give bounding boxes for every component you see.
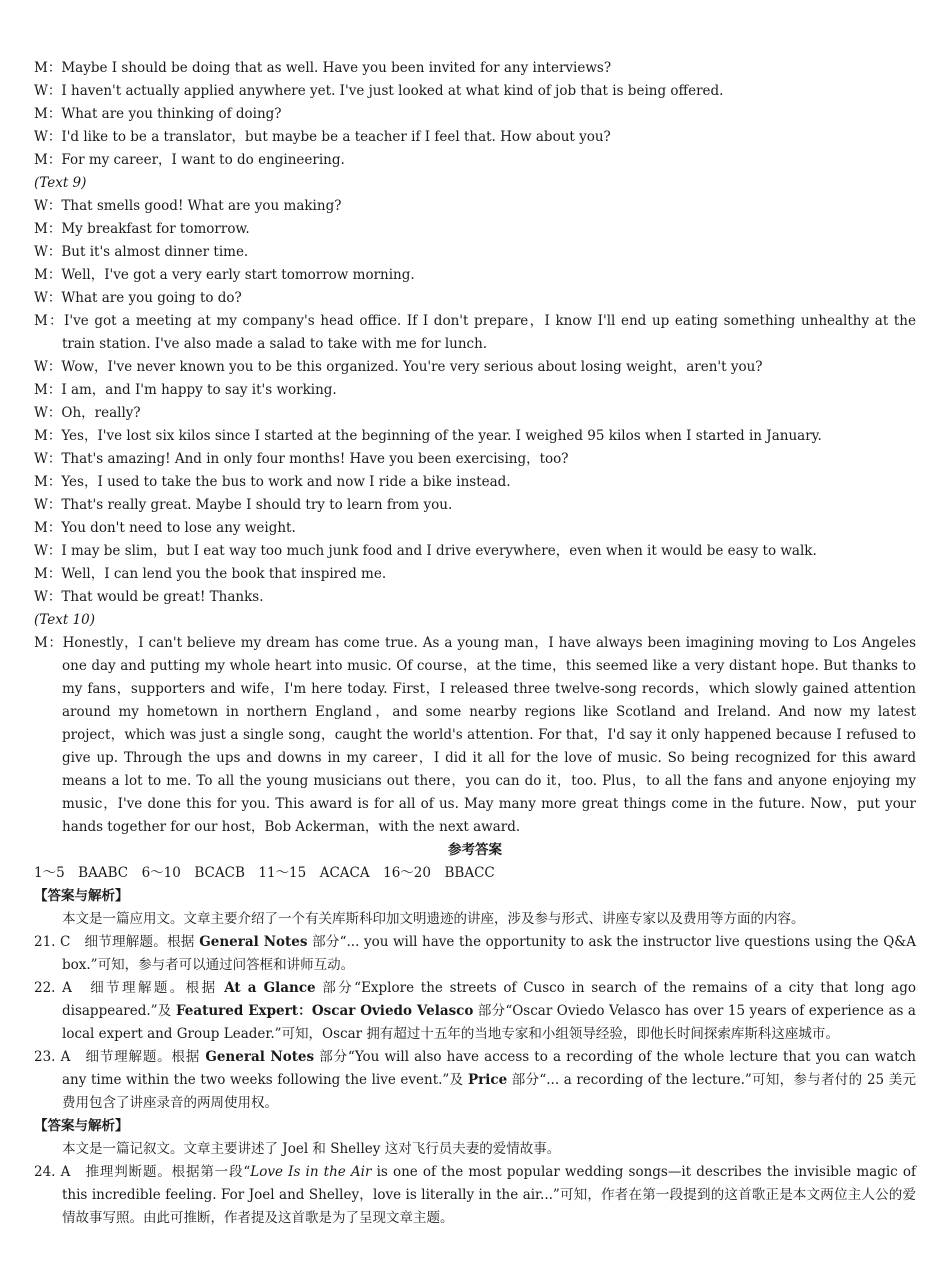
dialog-line: W：I haven't actually applied anywhere yet. I've just looked at what kind of job that is being offered.	[34, 83, 724, 99]
section-name: General Notes	[205, 1049, 315, 1065]
analysis-heading: 【答案与解析】	[34, 888, 129, 904]
dialog-line: M：Yes，I've lost six kilos since I started at the beginning of the year. I weighed 95 kilos when I started in January.	[34, 428, 822, 444]
dialog-line: W：What are you going to do?	[34, 290, 242, 306]
text10-label: (Text 10)	[34, 612, 95, 628]
analysis-intro: 本文是一篇应用文。文章主要介绍了一个有关库斯科印加文明遗迹的讲座，涉及参与形式、讲座专家以及费用等方面的内容。	[62, 911, 805, 927]
dialog-line: M：For my career，I want to do engineering.	[34, 152, 345, 168]
question-24	[34, 1161, 916, 1230]
dialog-line: W：That's really great. Maybe I should try to learn from you.	[34, 497, 453, 513]
question-number: 24. A	[34, 1164, 71, 1180]
question-type: 细节理解题。根据	[85, 1049, 201, 1065]
dialog-previous	[34, 57, 916, 172]
explanation: 部分“Explore the streets of Cusco in search of the remains of a city that long ago disappeared.”及	[62, 980, 916, 1019]
explanation: 部分“Oscar Oviedo Velasco has over 15 years of experience as a local expert and Group Leader.”可知，Oscar 拥有超过十五年的当地专家和小组领导经验，即他长时间探索库斯科这座城市。	[62, 1003, 916, 1042]
question-number: 21. C	[34, 934, 71, 950]
section-name: General Notes	[199, 934, 308, 950]
analysis-intro: 本文是一篇记叙文。文章主要讲述了 Joel 和 Shelley 这对飞行员夫妻的爱情故事。	[62, 1141, 561, 1157]
section-name: Price	[468, 1072, 508, 1088]
dialog-line: W：But it's almost dinner time.	[34, 244, 249, 260]
dialog-line: W：Wow，I've never known you to be this organized. You're very serious about losing weight，aren't you?	[34, 359, 763, 375]
dialog-line: M：Well，I can lend you the book that inspired me.	[34, 566, 387, 582]
dialog-line: W：I may be slim，but I eat way too much junk food and I drive everywhere，even when it would be easy to walk.	[34, 543, 817, 559]
song-title: Love Is in the Air	[250, 1164, 372, 1180]
dialog-line: M：Well，I've got a very early start tomorrow morning.	[34, 267, 415, 283]
dialog-line: W：That's amazing! And in only four months! Have you been exercising，too?	[34, 451, 569, 467]
dialog-line: M：My breakfast for tomorrow.	[34, 221, 250, 237]
dialog-line: W：That would be great! Thanks.	[34, 589, 264, 605]
dialog-line: M：Maybe I should be doing that as well. Have you been invited for any interviews?	[34, 60, 612, 76]
dialog-line: M：I am，and I'm happy to say it's working.	[34, 382, 337, 398]
section-name: At a Glance	[224, 980, 316, 996]
answer-key: 1～5 BAABC 6～10 BCACB 11～15 ACACA 16～20 BBACC	[34, 865, 495, 881]
explanation: 部分“... a recording of the lecture.”可知，参与者付的 25 美元费用包含了讲座录音的两周使用权。	[62, 1072, 916, 1111]
question-number: 23. A	[34, 1049, 71, 1065]
question-type: 推理判断题。根据第一段“	[85, 1164, 251, 1180]
dialog-line: W：That smells good! What are you making?	[34, 198, 342, 214]
dialog-line: M：I've got a meeting at my company's head office. If I don't prepare，I know I'll end up eating something unhealthy at the train station. I've also made a salad to take with me for lunch.	[34, 313, 916, 352]
section-name: Featured Expert：Oscar Oviedo Velasco	[175, 1003, 474, 1019]
dialog-line: W：I'd like to be a translator，but maybe be a teacher if I feel that. How about you?	[34, 129, 611, 145]
answers-title: 参考答案	[448, 842, 502, 858]
monologue-text10: M：Honestly，I can't believe my dream has come true. As a young man，I have always been imagining moving to Los Angeles one day and putting my whole heart into music. Of course，at the time，this seemed like a very distant hope. But thanks to my fans，supporters and wife，I'm here today. First，I released three twelve-song records，which slowly gained attention around my hometown in northern England，and some nearby regions like Scotland and Ireland. And now my latest project，which was just a single song，caught the world's attention. For that，I'd say it only happened because I refused to give up. Through the ups and downs in my career，I did it all for the love of music. So being recognized for this award means a lot to me. To all the young musicians out there，you can do it，too. Plus，to all the fans and anyone enjoying my music，I've done this for you. This award is for all of us. May many more great things come in the future. Now，put your hands together for our host，Bob Ackerman，with the next award.	[34, 635, 916, 835]
dialog-text9	[34, 195, 916, 609]
dialog-line: W：Oh，really?	[34, 405, 141, 421]
question-21	[34, 931, 916, 977]
dialog-line: M：What are you thinking of doing?	[34, 106, 282, 122]
explanation: 部分“... you will have the opportunity to ask the instructor live questions using the Q&A box.”可知，参与者可以通过问答框和讲师互动。	[62, 934, 917, 973]
explanation: is one of the most popular wedding songs—it describes the invisible magic of this incredible feeling. For Joel and Shelley，love is literally in the air...”可知，作者在第一段提到的这首歌正是本文两位主人公的爱情故事写照。由此可推断，作者提及这首歌是为了呈现文章主题。	[62, 1164, 916, 1226]
dialog-line: M：You don't need to lose any weight.	[34, 520, 296, 536]
analysis-heading: 【答案与解析】	[34, 1118, 129, 1134]
question-22	[34, 977, 916, 1046]
question-type: 细节理解题。根据	[90, 980, 218, 996]
dialog-line: M：Yes，I used to take the bus to work and now I ride a bike instead.	[34, 474, 511, 490]
explanation: 部分“You will also have access to a recording of the whole lecture that you can watch any time within the two weeks following the live event.”及	[62, 1049, 916, 1088]
question-23	[34, 1046, 916, 1115]
question-type: 细节理解题。根据	[84, 934, 195, 950]
text9-label: (Text 9)	[34, 175, 87, 191]
question-number: 22. A	[34, 980, 72, 996]
